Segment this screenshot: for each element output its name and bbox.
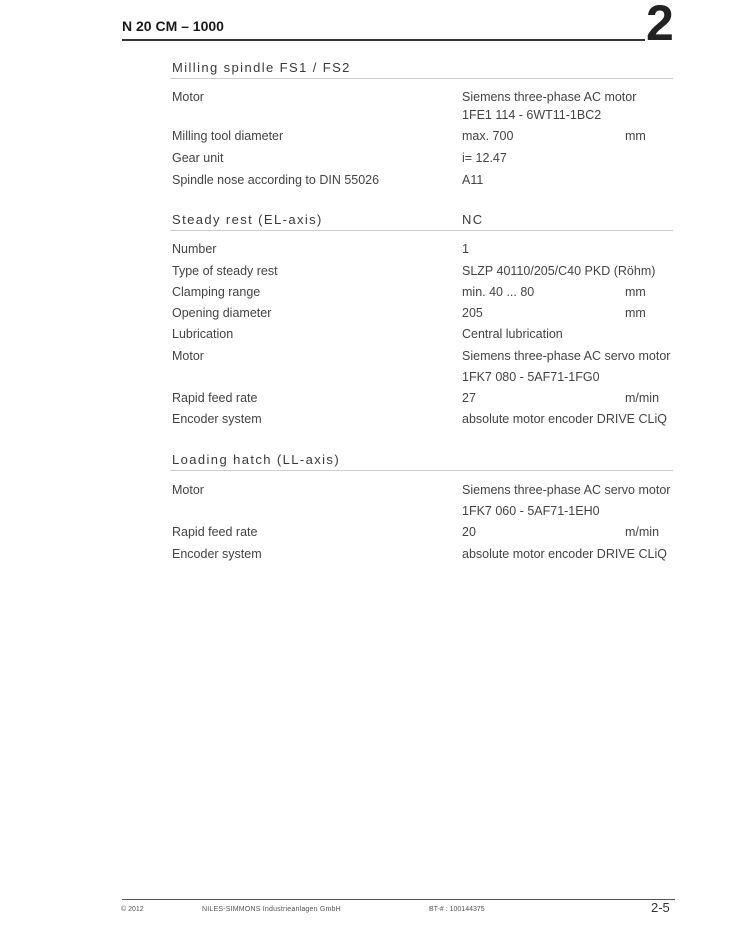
section-rule (170, 78, 673, 79)
spec-value: absolute motor encoder DRIVE CLiQ (462, 547, 667, 561)
section-title-steady-rest: Steady rest (EL-axis) (172, 212, 323, 227)
spec-label: Type of steady rest (172, 264, 278, 278)
spec-value: Siemens three-phase AC servo motor (462, 483, 671, 497)
spec-value: 1 (462, 242, 469, 256)
spec-label: Milling tool diameter (172, 129, 284, 143)
spec-value-line2: 1FK7 080 - 5AF71-1FG0 (462, 370, 600, 384)
spec-value: 20 (462, 525, 476, 539)
spec-label: Rapid feed rate (172, 391, 258, 405)
document-id: N 20 CM – 1000 (122, 18, 224, 34)
spec-label: Number (172, 242, 217, 256)
spec-label: Gear unit (172, 151, 224, 165)
spec-unit: m/min (625, 391, 660, 405)
spec-label: Rapid feed rate (172, 525, 258, 539)
spec-value: absolute motor encoder DRIVE CLiQ (462, 412, 667, 426)
section-title-loading-hatch: Loading hatch (LL-axis) (172, 452, 341, 467)
spec-value: Siemens three-phase AC servo motor (462, 349, 671, 363)
footer-copyright: © 2012 (121, 906, 144, 913)
section-rule (170, 470, 673, 471)
page-number: 2-5 (651, 900, 670, 915)
spec-value: max. 700 (462, 129, 514, 143)
footer-rule (122, 899, 675, 900)
spec-value: Siemens three-phase AC motor (462, 90, 637, 104)
chapter-number: 2 (646, 0, 674, 51)
spec-label: Encoder system (172, 547, 262, 561)
spec-value: SLZP 40110/205/C40 PKD (Röhm) (462, 264, 656, 278)
spec-value: A11 (462, 173, 484, 187)
spec-value: 27 (462, 391, 476, 405)
section-control-type: NC (462, 212, 484, 227)
spec-value-line2: 1FE1 114 - 6WT11-1BC2 (462, 108, 602, 122)
spec-value: Central lubrication (462, 327, 563, 341)
spec-unit: mm (625, 129, 646, 143)
spec-value-line2: 1FK7 060 - 5AF71-1EH0 (462, 504, 600, 518)
spec-label: Motor (172, 483, 204, 497)
spec-label: Motor (172, 90, 204, 104)
spec-value: min. 40 ... 80 (462, 285, 535, 299)
footer-company: NILES-SIMMONS Industrieanlagen GmbH (202, 906, 341, 913)
header-rule (122, 39, 645, 41)
section-title-milling-spindle: Milling spindle FS1 / FS2 (172, 60, 351, 75)
spec-value: i= 12.47 (462, 151, 507, 165)
spec-unit: m/min (625, 525, 660, 539)
footer-bt-number: BT-# : 100144375 (429, 906, 485, 913)
spec-label: Opening diameter (172, 306, 272, 320)
spec-unit: mm (625, 306, 646, 320)
spec-label: Encoder system (172, 412, 262, 426)
spec-label: Motor (172, 349, 204, 363)
spec-label: Spindle nose according to DIN 55026 (172, 173, 380, 187)
spec-value: 205 (462, 306, 483, 320)
section-rule (170, 230, 673, 231)
spec-label: Clamping range (172, 285, 261, 299)
spec-label: Lubrication (172, 327, 234, 341)
spec-unit: mm (625, 285, 646, 299)
